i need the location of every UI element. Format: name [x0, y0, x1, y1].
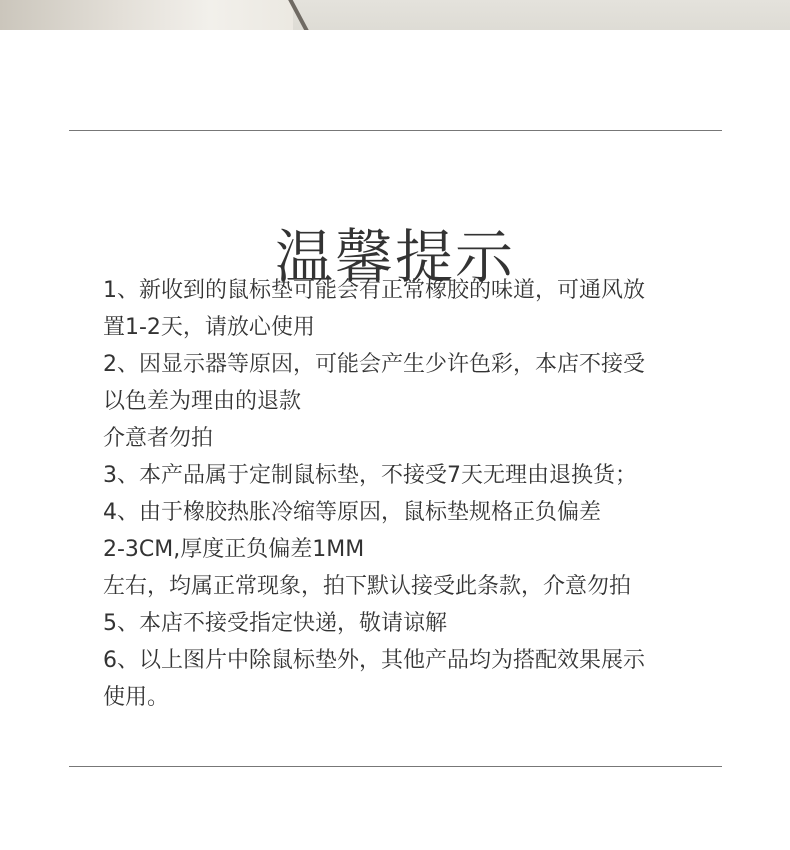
mousepad-corner — [0, 0, 300, 30]
product-photo-strip — [0, 0, 790, 30]
desk-surface — [293, 0, 790, 30]
notice-line: 5、本店不接受指定快递，敬请谅解 — [103, 611, 447, 636]
notice-line: 6、以上图片中除鼠标垫外，其他产品均为搭配效果展示 — [103, 648, 645, 673]
notice-line: 置1-2天，请放心使用 — [103, 315, 315, 340]
notice-list — [103, 272, 723, 716]
notice-line: 3、本产品属于定制鼠标垫，不接受7天无理由退换货； — [103, 463, 637, 488]
notice-title: 温馨提示 — [274, 222, 515, 291]
top-divider — [69, 130, 722, 131]
notice-line: 介意者勿拍 — [103, 426, 214, 451]
notice-line: 以色差为理由的退款 — [103, 389, 302, 414]
notice-line: 使用。 — [103, 685, 170, 710]
notice-line: 1、新收到的鼠标垫可能会有正常橡胶的味道，可通风放 — [103, 278, 645, 303]
notice-line: 4、由于橡胶热胀冷缩等原因，鼠标垫规格正负偏差 — [103, 500, 601, 525]
notice-line: 2-3CM,厚度正负偏差1MM — [103, 537, 365, 562]
notice-line: 左右，均属正常现象，拍下默认接受此条款，介意勿拍 — [103, 574, 632, 599]
notice-line: 2、因显示器等原因，可能会产生少许色彩，本店不接受 — [103, 352, 645, 377]
bottom-divider — [69, 766, 722, 767]
